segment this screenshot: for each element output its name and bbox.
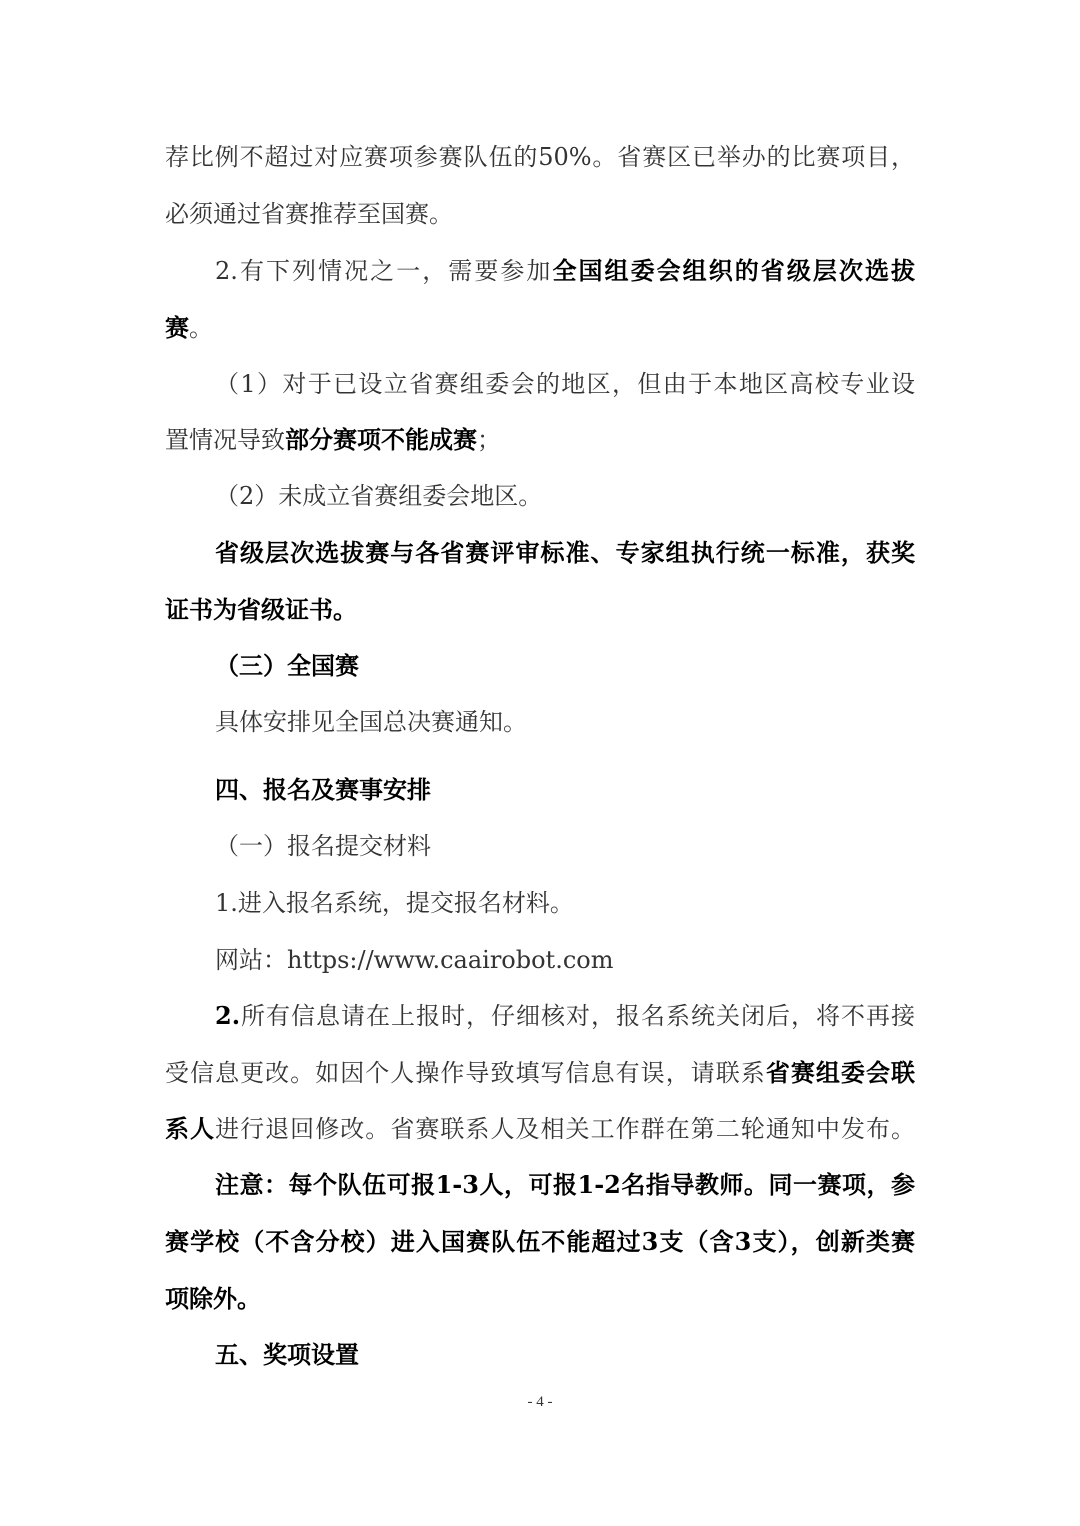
text-segment[interactable]: 网站：https://www.caairobot.com <box>215 946 614 974</box>
text-line <box>165 142 915 172</box>
page-number: - 4 - <box>527 1394 553 1410</box>
bold-text: 注意：每个队伍可报1-3人，可报1-2名指导教师。同一赛项，参 <box>215 1170 915 1199</box>
text-line <box>215 775 431 805</box>
text-line <box>165 1114 915 1144</box>
text-line <box>215 1170 915 1200</box>
text-segment: 2.有下列情况之一，需要参加 <box>215 257 553 285</box>
bold-text: 系人 <box>165 1114 216 1143</box>
bold-text: 2. <box>215 1001 241 1030</box>
bold-text: 证书为省级证书。 <box>165 595 357 624</box>
text-line <box>165 1227 915 1257</box>
bold-text: 项除外。 <box>165 1284 261 1313</box>
text-line <box>165 425 501 455</box>
text-segment: （一）报名提交材料 <box>215 832 431 860</box>
text-segment: 荐比例不超过对应赛项参赛队伍的50%。省赛区已举办的比赛项目， <box>165 143 915 171</box>
bold-text: 赛学校（不含分校）进入国赛队伍不能超过3支（含3支），创新类赛 <box>165 1227 915 1256</box>
text-line <box>215 651 359 681</box>
text-line <box>165 199 453 229</box>
text-line <box>165 595 357 625</box>
text-segment: 进行退回修改。省赛联系人及相关工作群在第二轮通知中发布。 <box>215 1115 916 1143</box>
bold-text: 五、奖项设置 <box>215 1340 359 1369</box>
text-segment: （2）未成立省赛组委会地区。 <box>215 482 543 510</box>
text-segment: 受信息更改。如因个人操作导致填写信息有误，请联系 <box>165 1059 766 1087</box>
text-segment: 必须通过省赛推荐至国赛。 <box>165 200 453 228</box>
bold-text: 部分赛项不能成赛 <box>285 425 477 454</box>
text-line <box>215 888 574 918</box>
text-line <box>165 1058 915 1088</box>
text-line <box>215 369 915 399</box>
text-line <box>165 313 213 343</box>
text-segment: （1）对于已设立省赛组委会的地区，但由于本地区高校专业设 <box>215 370 915 398</box>
text-segment: ； <box>477 426 501 454</box>
bold-text: 四、报名及赛事安排 <box>215 775 431 804</box>
text-line <box>215 707 527 737</box>
text-line <box>165 1284 261 1314</box>
text-line <box>215 256 915 286</box>
text-segment: 。 <box>189 314 213 342</box>
text-line <box>215 1340 359 1370</box>
text-line <box>215 831 431 861</box>
text-line <box>215 481 542 511</box>
text-segment: 置情况导致 <box>165 426 285 454</box>
text-segment: 1.进入报名系统，提交报名材料。 <box>215 889 574 917</box>
text-segment: 具体安排见全国总决赛通知。 <box>215 708 527 736</box>
bold-text: 赛 <box>165 313 189 342</box>
text-segment: 所有信息请在上报时，仔细核对，报名系统关闭后，将不再接 <box>240 1002 915 1030</box>
bold-text: 省赛组委会联 <box>765 1058 916 1087</box>
text-line <box>215 1001 915 1031</box>
bold-text: 省级层次选拔赛与各省赛评审标准、专家组执行统一标准，获奖 <box>215 538 915 567</box>
text-line <box>215 538 915 568</box>
text-line <box>215 945 613 975</box>
bold-text: （三）全国赛 <box>215 651 359 680</box>
bold-text: 全国组委会组织的省级层次选拔 <box>552 256 915 285</box>
